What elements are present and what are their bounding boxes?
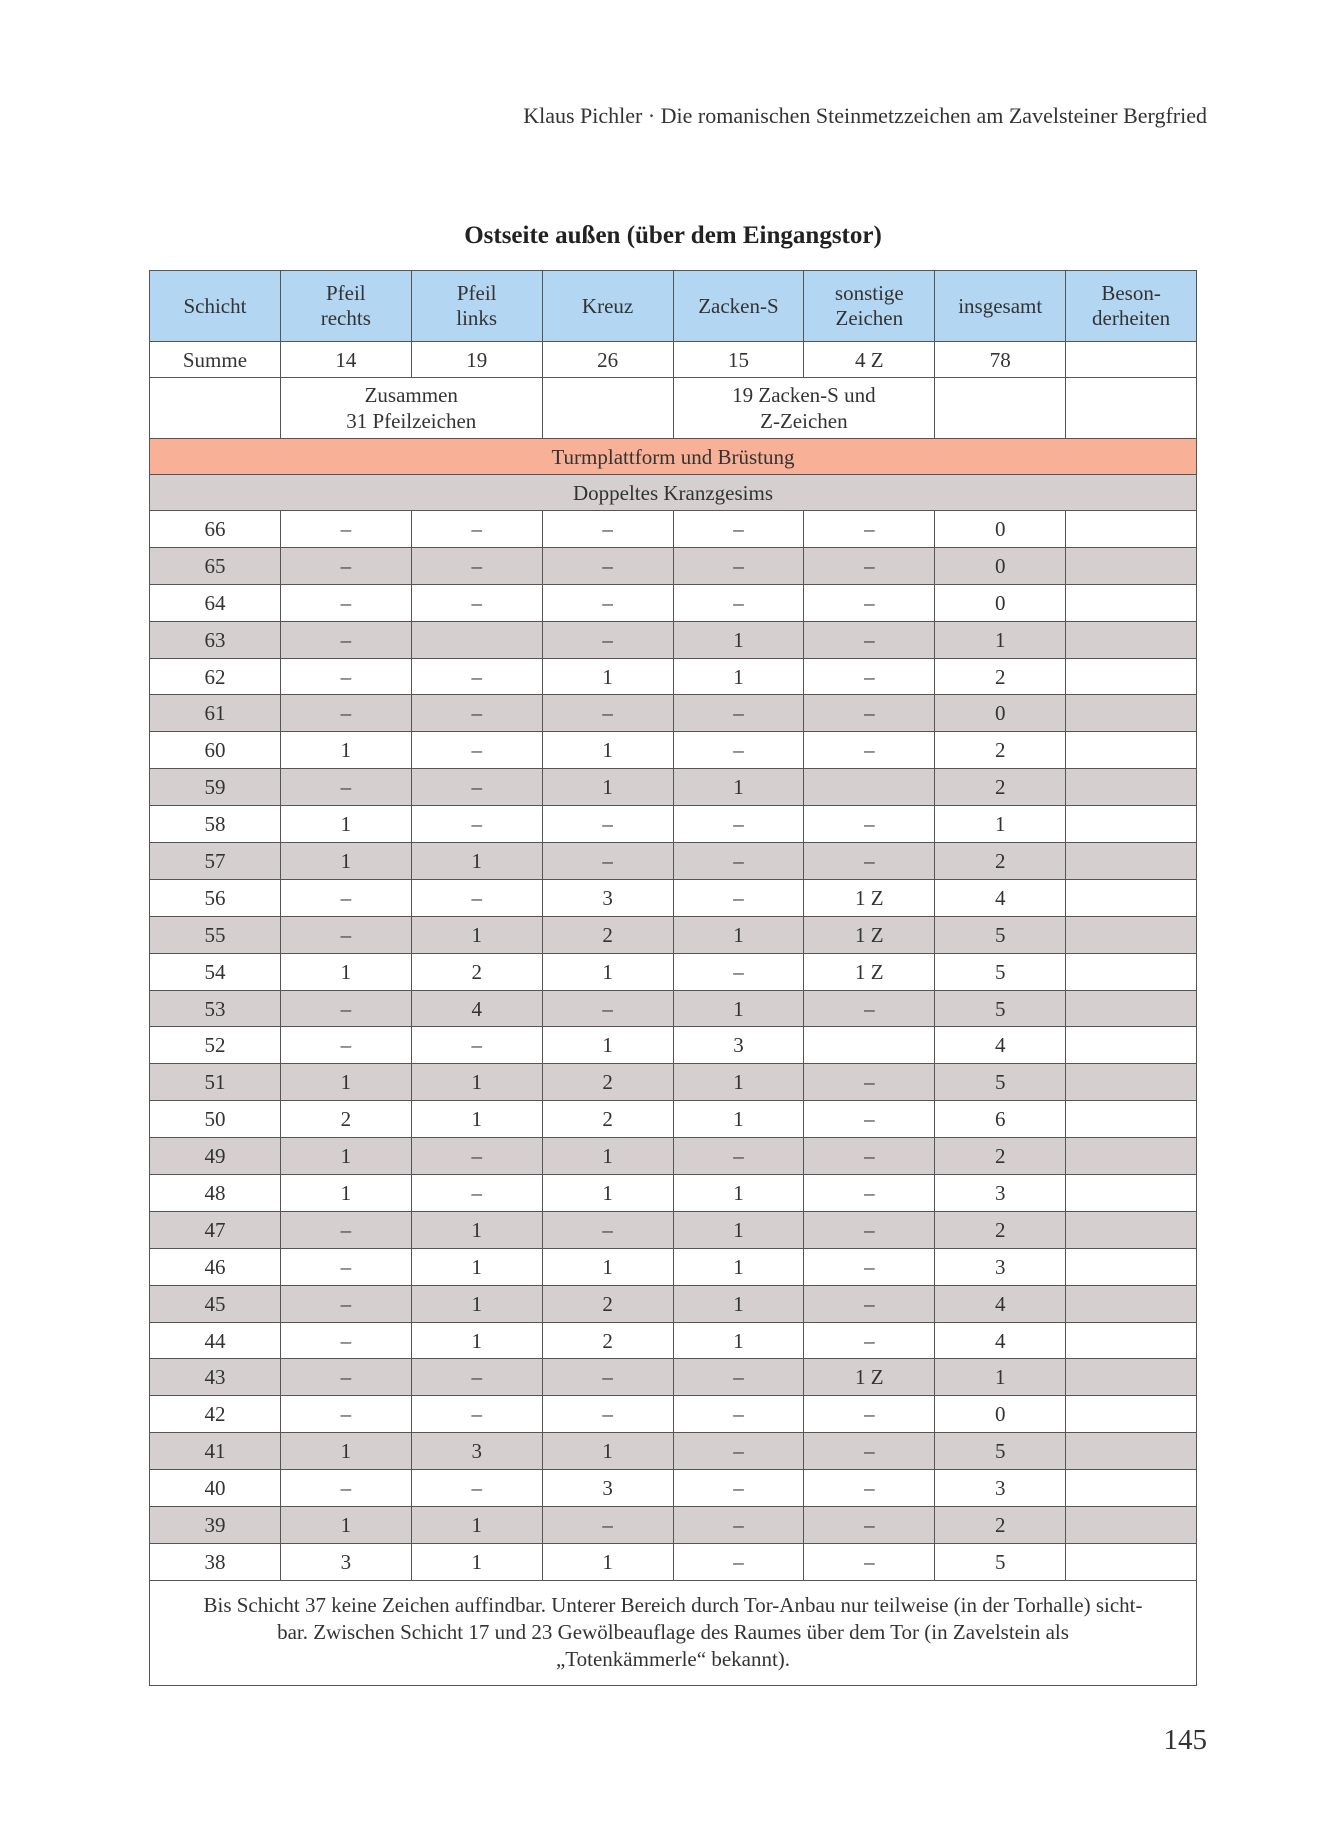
header-cell: Beson- derheiten [1066, 271, 1197, 342]
table-cell: 1 [280, 1175, 411, 1212]
table-cell [804, 1027, 935, 1064]
table-cell: 1 [542, 1433, 673, 1470]
table-cell: – [411, 1470, 542, 1507]
running-head: Klaus Pichler · Die romanischen Steinmetzzeichen am Zavelsteiner Bergfried [523, 103, 1207, 128]
table-cell [1066, 843, 1197, 880]
table-cell: – [280, 695, 411, 732]
header-cell: Zacken-S [673, 271, 804, 342]
table-cell: 3 [542, 879, 673, 916]
table-title: Ostseite außen (über dem Eingangstor) [464, 222, 882, 249]
table-cell: – [411, 547, 542, 584]
table-cell: – [673, 1470, 804, 1507]
table-cell [1066, 916, 1197, 953]
table-cell: 1 [673, 1064, 804, 1101]
table-row [150, 1064, 1197, 1101]
layer-number-cell: 54 [150, 953, 281, 990]
sum-cell: 4 Z [804, 342, 935, 378]
table-cell [1066, 1138, 1197, 1175]
header-row [150, 271, 1197, 342]
section-row-cornice [150, 475, 1197, 511]
table-cell: – [804, 1470, 935, 1507]
table-row [150, 695, 1197, 732]
section-label: Turmplattform und Brüstung [150, 439, 1197, 475]
layer-number-cell: 45 [150, 1285, 281, 1322]
table-cell: 1 [673, 1248, 804, 1285]
table-cell: 1 [280, 843, 411, 880]
table-cell [1066, 769, 1197, 806]
table-cell: – [542, 511, 673, 548]
table-cell: 1 [673, 621, 804, 658]
table-cell: 3 [935, 1248, 1066, 1285]
table-cell: 5 [935, 953, 1066, 990]
table-cell: 5 [935, 1543, 1066, 1580]
table-cell: 3 [280, 1543, 411, 1580]
arrows-total-note: Zusammen 31 Pfeilzeichen [280, 378, 542, 439]
page-number: 145 [1163, 1724, 1207, 1756]
table-cell: 1 [935, 806, 1066, 843]
table-cell: – [542, 1396, 673, 1433]
table-cell [1066, 1433, 1197, 1470]
table-cell: 1 [673, 1322, 804, 1359]
table-cell: – [280, 584, 411, 621]
table-cell: 1 [280, 1064, 411, 1101]
table-cell: 1 [542, 953, 673, 990]
layer-number-cell: 59 [150, 769, 281, 806]
table-cell: 1 [673, 1175, 804, 1212]
table-cell: – [804, 1433, 935, 1470]
table-cell: – [804, 843, 935, 880]
table-row [150, 1138, 1197, 1175]
table-row [150, 953, 1197, 990]
table-cell: 2 [935, 1138, 1066, 1175]
table-cell: – [804, 621, 935, 658]
table-row [150, 1396, 1197, 1433]
layer-number-cell: 62 [150, 658, 281, 695]
table-cell: 1 [280, 806, 411, 843]
notes-cell-empty [935, 378, 1066, 439]
layer-number-cell: 65 [150, 547, 281, 584]
table-cell [1066, 1470, 1197, 1507]
table-cell: 0 [935, 1396, 1066, 1433]
table-cell: – [804, 732, 935, 769]
layer-number-cell: 60 [150, 732, 281, 769]
table-cell: – [542, 843, 673, 880]
table-cell: – [542, 1359, 673, 1396]
table-cell: 4 [935, 1322, 1066, 1359]
table-row [150, 1101, 1197, 1138]
header-cell: Pfeil links [411, 271, 542, 342]
table-cell: – [673, 1359, 804, 1396]
table-cell: 1 [542, 1248, 673, 1285]
table-cell: – [804, 1248, 935, 1285]
table-cell: – [411, 584, 542, 621]
table-cell: 1 [542, 769, 673, 806]
table-cell: 1 [411, 1064, 542, 1101]
layer-number-cell: 38 [150, 1543, 281, 1580]
table-cell: – [411, 1396, 542, 1433]
table-cell: 2 [542, 1101, 673, 1138]
table-cell [1066, 621, 1197, 658]
layer-number-cell: 52 [150, 1027, 281, 1064]
table-row [150, 511, 1197, 548]
sum-cell: 19 [411, 342, 542, 378]
table-cell: – [804, 1507, 935, 1544]
table-cell: – [804, 1322, 935, 1359]
table-cell: – [804, 1138, 935, 1175]
layer-number-cell: 39 [150, 1507, 281, 1544]
layer-number-cell: 42 [150, 1396, 281, 1433]
table-cell: 0 [935, 695, 1066, 732]
table-cell [1066, 658, 1197, 695]
sum-row [150, 342, 1197, 378]
table-row [150, 843, 1197, 880]
table-row [150, 879, 1197, 916]
table-cell: – [411, 695, 542, 732]
table-cell: 0 [935, 547, 1066, 584]
sum-cell [1066, 342, 1197, 378]
layer-number-cell: 40 [150, 1470, 281, 1507]
table-cell: – [280, 879, 411, 916]
table-row [150, 547, 1197, 584]
table-cell: 1 [673, 1101, 804, 1138]
table-cell: – [280, 1248, 411, 1285]
table-cell: – [280, 990, 411, 1027]
sum-cell: 78 [935, 342, 1066, 378]
table-cell [1066, 806, 1197, 843]
table-cell: 2 [280, 1101, 411, 1138]
table-cell: – [673, 584, 804, 621]
sum-cell: 14 [280, 342, 411, 378]
table-cell [1066, 584, 1197, 621]
table-cell: 2 [542, 1064, 673, 1101]
table-cell: – [804, 990, 935, 1027]
table-cell [1066, 547, 1197, 584]
table-cell: 5 [935, 990, 1066, 1027]
table-cell [1066, 990, 1197, 1027]
table-row [150, 658, 1197, 695]
table-cell: 1 [411, 843, 542, 880]
table-cell: 1 [280, 953, 411, 990]
table-row [150, 1027, 1197, 1064]
header-cell: insgesamt [935, 271, 1066, 342]
table-cell: – [280, 916, 411, 953]
table-cell: – [542, 547, 673, 584]
table-cell: – [804, 1396, 935, 1433]
table-cell: – [804, 695, 935, 732]
layer-number-cell: 55 [150, 916, 281, 953]
table-cell: 1 [542, 658, 673, 695]
table-cell: 1 Z [804, 1359, 935, 1396]
table-row [150, 732, 1197, 769]
table-cell [1066, 1396, 1197, 1433]
table-cell: 5 [935, 1433, 1066, 1470]
table-cell: 2 [935, 843, 1066, 880]
table-cell: 3 [935, 1470, 1066, 1507]
table-cell: 3 [411, 1433, 542, 1470]
layer-number-cell: 57 [150, 843, 281, 880]
table-cell [1066, 1027, 1197, 1064]
layer-number-cell: 61 [150, 695, 281, 732]
zacken-total-note: 19 Zacken-S und Z-Zeichen [673, 378, 935, 439]
table-cell: 4 [935, 1285, 1066, 1322]
notes-cell-empty [150, 378, 281, 439]
table-cell: 1 [673, 1211, 804, 1248]
table-cell: 1 [280, 1138, 411, 1175]
table-row [150, 990, 1197, 1027]
layer-number-cell: 63 [150, 621, 281, 658]
table-cell [1066, 1285, 1197, 1322]
table-cell: – [542, 1211, 673, 1248]
table-cell: – [411, 511, 542, 548]
table-cell: – [804, 1064, 935, 1101]
table-cell: 1 [280, 732, 411, 769]
table-cell: 1 [411, 1248, 542, 1285]
table-cell: – [804, 806, 935, 843]
table-cell [1066, 1359, 1197, 1396]
table-cell: 1 [411, 916, 542, 953]
table-cell: 1 [280, 1507, 411, 1544]
table-cell: – [280, 1322, 411, 1359]
table-cell: 1 [542, 1027, 673, 1064]
table-cell: 0 [935, 584, 1066, 621]
table-cell [804, 769, 935, 806]
table-row [150, 806, 1197, 843]
table-cell: – [673, 1138, 804, 1175]
table-cell: 6 [935, 1101, 1066, 1138]
table-row [150, 1322, 1197, 1359]
table-cell: 4 [935, 879, 1066, 916]
table-cell: – [280, 1027, 411, 1064]
table-cell: – [673, 511, 804, 548]
table-cell: – [804, 1211, 935, 1248]
table-cell: – [673, 879, 804, 916]
table-cell: 1 [935, 621, 1066, 658]
table-cell: 3 [542, 1470, 673, 1507]
table-row [150, 1359, 1197, 1396]
layer-number-cell: 46 [150, 1248, 281, 1285]
table-cell [1066, 1322, 1197, 1359]
sum-cell: 26 [542, 342, 673, 378]
table-cell: 2 [935, 732, 1066, 769]
table-cell: 2 [935, 1211, 1066, 1248]
layer-number-cell: 51 [150, 1064, 281, 1101]
table-cell: 1 [673, 916, 804, 953]
table-cell: 1 [935, 1359, 1066, 1396]
table-cell: 2 [411, 953, 542, 990]
table-cell: – [280, 1285, 411, 1322]
table-cell: – [673, 1543, 804, 1580]
table-cell [1066, 1211, 1197, 1248]
table-cell: 2 [542, 916, 673, 953]
table-row [150, 621, 1197, 658]
layer-number-cell: 44 [150, 1322, 281, 1359]
table-cell: – [804, 1101, 935, 1138]
table-cell: 1 [673, 1285, 804, 1322]
table-cell: – [411, 1138, 542, 1175]
table-cell: – [411, 879, 542, 916]
section-row-platform [150, 439, 1197, 475]
table-cell: – [673, 953, 804, 990]
notes-row [150, 378, 1197, 439]
table-cell: 1 [411, 1322, 542, 1359]
table-cell: – [411, 732, 542, 769]
table-row [150, 769, 1197, 806]
table-cell: – [280, 547, 411, 584]
sum-cell: Summe [150, 342, 281, 378]
table-cell: – [542, 990, 673, 1027]
table-cell: – [542, 1507, 673, 1544]
table-row [150, 1470, 1197, 1507]
table-cell: 2 [542, 1322, 673, 1359]
table-cell: – [411, 1175, 542, 1212]
table-cell: – [411, 806, 542, 843]
table-cell: – [542, 695, 673, 732]
layer-number-cell: 47 [150, 1211, 281, 1248]
table-cell: – [673, 547, 804, 584]
table-row [150, 1507, 1197, 1544]
table-cell [1066, 1507, 1197, 1544]
table-cell: – [673, 1396, 804, 1433]
table-cell: 5 [935, 1064, 1066, 1101]
table-cell: – [280, 1396, 411, 1433]
table-cell: – [673, 1433, 804, 1470]
layer-number-cell: 56 [150, 879, 281, 916]
header-cell: sonstige Zeichen [804, 271, 935, 342]
table-cell: 1 [542, 1175, 673, 1212]
table-row [150, 1175, 1197, 1212]
table-cell [411, 621, 542, 658]
table-cell [1066, 1543, 1197, 1580]
footnote-row [150, 1580, 1197, 1685]
table-cell: 1 [411, 1285, 542, 1322]
table-cell: – [804, 1175, 935, 1212]
table-cell: 2 [935, 658, 1066, 695]
table-cell: – [804, 511, 935, 548]
table-row [150, 1211, 1197, 1248]
table-cell: – [804, 547, 935, 584]
table-cell: – [411, 769, 542, 806]
table-cell: – [673, 843, 804, 880]
table-cell [1066, 1248, 1197, 1285]
table-cell: – [673, 1507, 804, 1544]
table-cell: 4 [411, 990, 542, 1027]
table-cell [1066, 511, 1197, 548]
table-row [150, 1285, 1197, 1322]
table-cell: – [280, 769, 411, 806]
section-label: Doppeltes Kranzgesims [150, 475, 1197, 511]
data-table [149, 270, 1197, 1686]
notes-cell-empty [542, 378, 673, 439]
layer-number-cell: 49 [150, 1138, 281, 1175]
table-cell: 2 [542, 1285, 673, 1322]
header-cell: Kreuz [542, 271, 673, 342]
table-cell: 1 Z [804, 916, 935, 953]
table-cell: 1 Z [804, 879, 935, 916]
table-cell: 1 [542, 732, 673, 769]
table-cell: – [542, 584, 673, 621]
table-cell: – [280, 511, 411, 548]
table-row [150, 1543, 1197, 1580]
table-row [150, 584, 1197, 621]
table-cell: – [411, 1027, 542, 1064]
table-cell: – [804, 1285, 935, 1322]
table-cell: – [411, 658, 542, 695]
table-cell: – [804, 584, 935, 621]
layer-number-cell: 48 [150, 1175, 281, 1212]
table-cell: 3 [935, 1175, 1066, 1212]
header-cell: Pfeil rechts [280, 271, 411, 342]
layer-number-cell: 66 [150, 511, 281, 548]
table-cell: 4 [935, 1027, 1066, 1064]
table-cell: – [280, 658, 411, 695]
layer-number-cell: 50 [150, 1101, 281, 1138]
sum-cell: 15 [673, 342, 804, 378]
table-cell [1066, 695, 1197, 732]
table-cell: 5 [935, 916, 1066, 953]
table-cell [1066, 1101, 1197, 1138]
table-cell: – [804, 1543, 935, 1580]
footnote: Bis Schicht 37 keine Zeichen auffindbar. Unterer Bereich durch Tor-Anbau nur teilweise (in der Torhalle) sicht- bar. Zwischen Schicht 17 und 23 Gewölbeauflage des Raumes über dem Tor (in Zavelstein als „Totenkämmerle“ bekannt). [150, 1580, 1197, 1685]
table-cell: 1 [411, 1211, 542, 1248]
table-cell: – [673, 806, 804, 843]
table-cell [1066, 1175, 1197, 1212]
table-cell: 0 [935, 511, 1066, 548]
table-cell: – [411, 1359, 542, 1396]
table-cell: 1 Z [804, 953, 935, 990]
notes-cell-empty [1066, 378, 1197, 439]
table-cell: – [280, 1470, 411, 1507]
table-cell: 1 [280, 1433, 411, 1470]
table-row [150, 916, 1197, 953]
layer-number-cell: 53 [150, 990, 281, 1027]
layer-number-cell: 41 [150, 1433, 281, 1470]
table-cell: – [280, 621, 411, 658]
layer-number-cell: 43 [150, 1359, 281, 1396]
table-cell: 2 [935, 1507, 1066, 1544]
table-cell [1066, 1064, 1197, 1101]
table-cell [1066, 732, 1197, 769]
table-cell: 1 [542, 1543, 673, 1580]
table-cell: 1 [411, 1543, 542, 1580]
table-cell: – [673, 695, 804, 732]
table-cell: – [542, 806, 673, 843]
table-cell: 1 [411, 1507, 542, 1544]
table-cell [1066, 879, 1197, 916]
table-cell: 1 [673, 658, 804, 695]
header-cell: Schicht [150, 271, 281, 342]
table-cell: 2 [935, 769, 1066, 806]
layer-number-cell: 64 [150, 584, 281, 621]
table-cell: – [542, 621, 673, 658]
table-cell: – [280, 1359, 411, 1396]
table-row [150, 1248, 1197, 1285]
table-cell: 1 [673, 769, 804, 806]
table-cell: – [673, 732, 804, 769]
table-cell [1066, 953, 1197, 990]
table-cell: 1 [542, 1138, 673, 1175]
table-cell: 3 [673, 1027, 804, 1064]
layer-number-cell: 58 [150, 806, 281, 843]
table-cell: – [804, 658, 935, 695]
table-cell: 1 [673, 990, 804, 1027]
table-cell: 1 [411, 1101, 542, 1138]
table-row [150, 1433, 1197, 1470]
table-cell: – [280, 1211, 411, 1248]
